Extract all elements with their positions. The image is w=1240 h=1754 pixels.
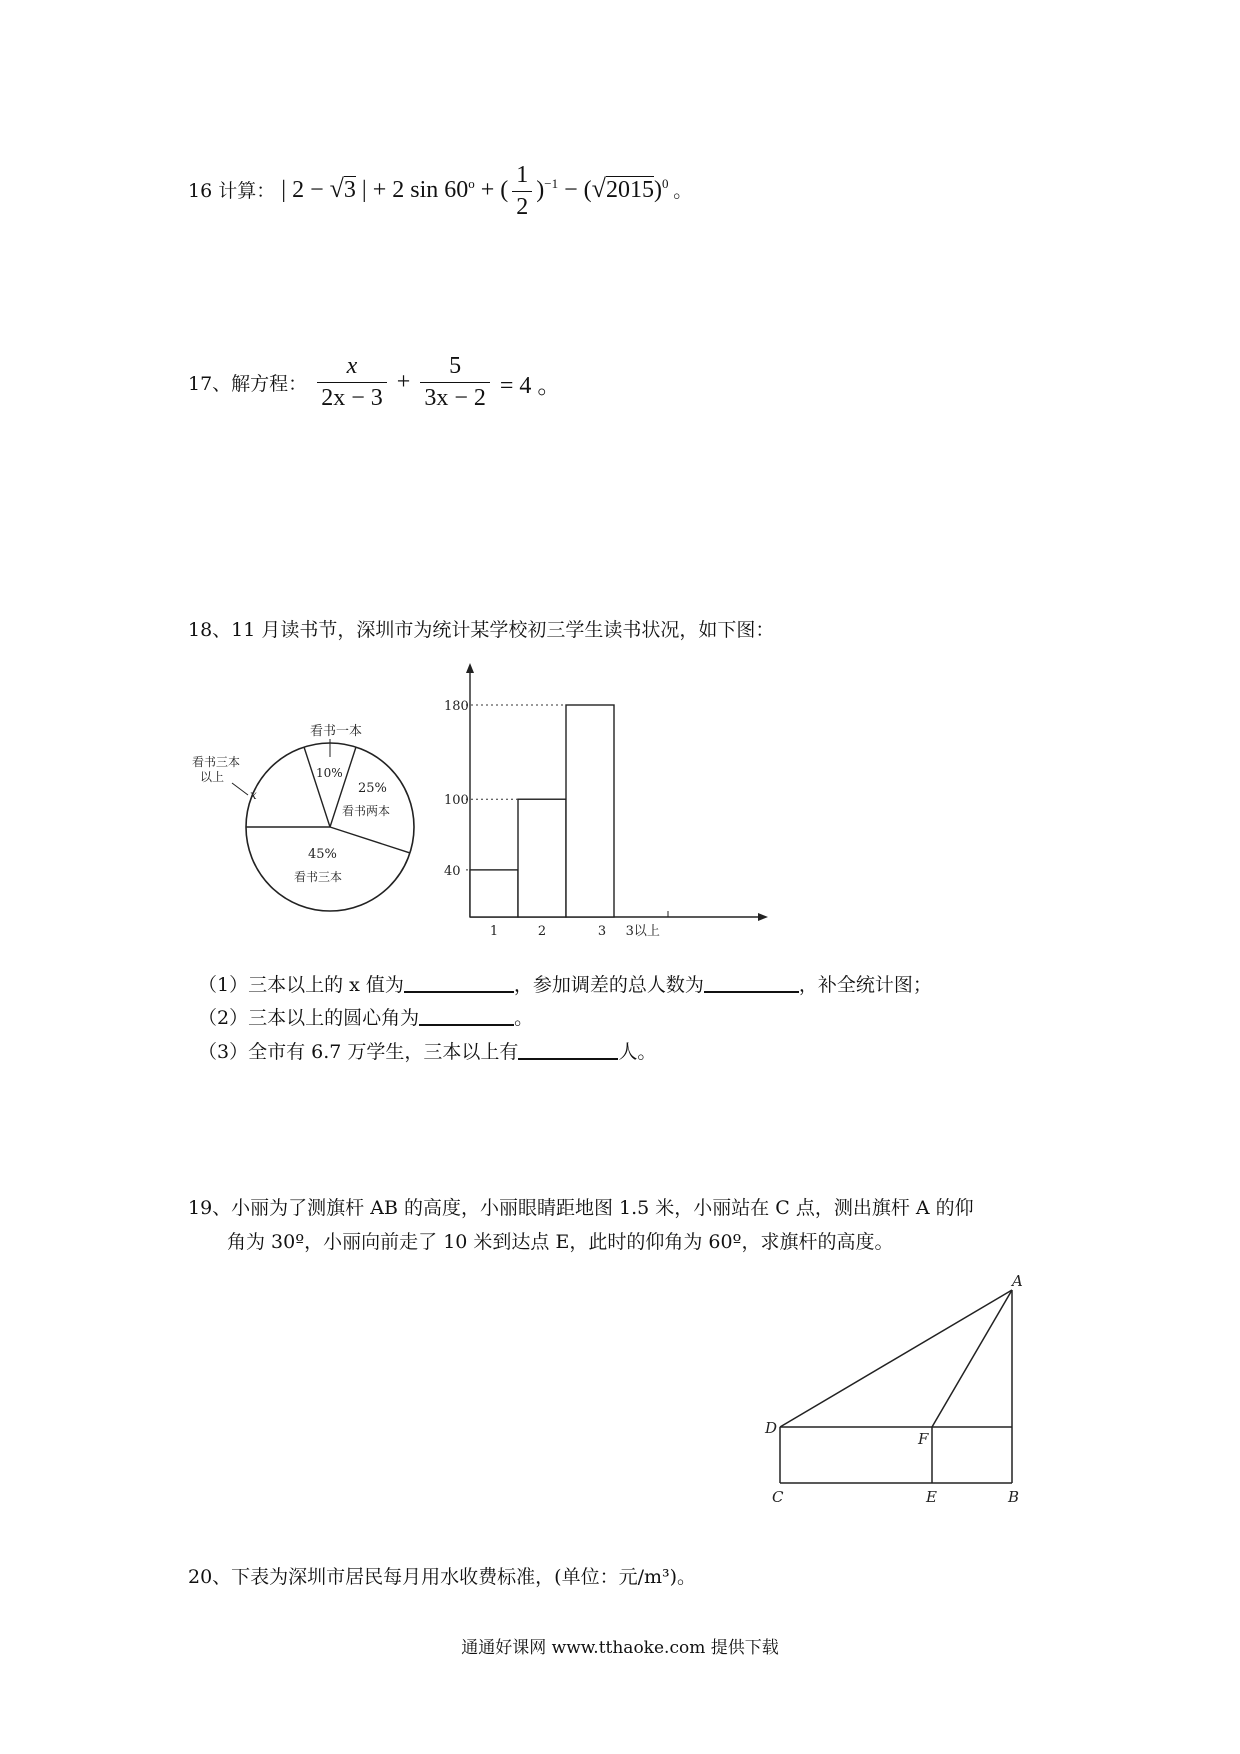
pie-label-more-x: x — [250, 788, 257, 802]
pie-label-one: 看书一本 — [310, 724, 363, 739]
question-17 — [188, 353, 561, 412]
y-tick-100: 100 — [444, 793, 469, 809]
pie-label-two: 看书两本 — [342, 804, 391, 818]
bar-y-arrow — [466, 663, 474, 673]
pie-label-one-pct: 10% — [316, 766, 343, 780]
half-fraction — [512, 162, 532, 221]
q16-label: 16 计算： — [188, 180, 276, 203]
q19-line-2: 角为 30º，小丽向前走了 10 米到达点 E，此时的仰角为 60º，求旗杆的高度。 — [227, 1231, 894, 1253]
segment-FA — [932, 1290, 1012, 1427]
answer-blank-total[interactable] — [704, 973, 799, 993]
question-16 — [188, 162, 692, 221]
frac2-num: 5 — [420, 353, 490, 383]
half-den: 2 — [516, 194, 529, 220]
abs-open: | 2 − — [281, 177, 330, 204]
frac1-den: 2x − 3 — [321, 385, 383, 411]
pie-label-three-pct: 45% — [308, 847, 337, 862]
answer-blank-angle[interactable] — [419, 1006, 514, 1026]
question-18-stem: 18、11 月读书节，深圳市为统计某学校初三学生读书状况，如下图： — [188, 619, 775, 641]
answer-blank-count[interactable] — [518, 1040, 618, 1060]
pie-chart — [190, 715, 430, 935]
exponent-neg1: −1 — [544, 176, 559, 192]
q17-equation — [313, 353, 562, 411]
pie-label-two-pct: 25% — [358, 781, 387, 796]
sqrt-3: 3 — [343, 177, 356, 204]
answer-blank-x[interactable] — [404, 973, 514, 993]
bar-chart — [420, 655, 780, 940]
sqrt-2015: 2015 — [605, 177, 654, 204]
minus-paren: − ( — [558, 177, 592, 204]
close-paren: ) — [536, 177, 545, 204]
point-F-label: F — [918, 1430, 929, 1448]
y-tick-180: 180 — [444, 699, 469, 714]
q16-expression — [281, 162, 693, 220]
q18-sub1-c: ，补全统计图； — [798, 974, 932, 996]
point-E-label: E — [926, 1488, 937, 1505]
point-C-label: C — [772, 1488, 784, 1505]
abs-close: | — [355, 177, 367, 204]
sqrt-sign: √ — [329, 174, 344, 204]
degree-mark: o — [468, 176, 475, 192]
page-footer: 通通好课网 www.tthaoke.com 提供下载 — [461, 1638, 779, 1658]
point-B-label: B — [1008, 1488, 1020, 1505]
point-D-label: D — [765, 1419, 778, 1437]
x-tick-3: 3 — [597, 924, 607, 939]
plus-paren: + ( — [474, 177, 509, 204]
q17-fraction-1 — [317, 353, 387, 412]
flagpole-diagram — [760, 1270, 1030, 1505]
pie-label-more-2: 以上 — [200, 770, 225, 784]
bar-2 — [518, 799, 566, 917]
q18-sub1-a: （1）三本以上的 x 值为 — [198, 974, 404, 996]
point-A-label: A — [1012, 1272, 1023, 1290]
exponent-zero: 0 — [661, 176, 669, 192]
pie-label-more-1: 看书三本 — [192, 755, 241, 769]
q18-sub2 — [198, 1003, 533, 1030]
q17-label: 17、解方程： — [188, 373, 308, 395]
sqrt-sign-2: √ — [591, 174, 606, 204]
q17-rhs: = 4 。 — [499, 373, 562, 399]
segment-DA — [780, 1290, 1012, 1427]
q16-end: 。 — [668, 181, 693, 203]
q18-sub3-b: 人。 — [618, 1041, 657, 1063]
pie-pointer-more — [232, 783, 248, 795]
close-paren-2: ) — [653, 177, 662, 204]
question-20: 20、下表为深圳市居民每月用水收费标准，(单位：元/m³)。 — [188, 1566, 697, 1588]
q18-sub1 — [198, 970, 932, 997]
bar-x-arrow — [758, 913, 768, 921]
frac2-den: 3x − 2 — [424, 385, 486, 411]
x-tick-3以上: 3以上 — [625, 924, 660, 939]
y-tick-40: 40 — [444, 863, 461, 879]
frac1-num: x — [317, 353, 387, 383]
q19-line-1: 19、小丽为了测旗杆 AB 的高度，小丽眼睛距地图 1.5 米，小丽站在 C 点，测出旗杆 A 的仰 — [188, 1197, 974, 1219]
q18-sub3-a: （3）全市有 6.7 万学生，三本以上有 — [198, 1041, 519, 1063]
q17-fraction-2 — [420, 353, 490, 412]
q18-sub2-b: 。 — [514, 1007, 534, 1029]
sin-term: + 2 sin 60 — [372, 177, 469, 204]
q17-plus: + — [396, 369, 411, 395]
bar-1 — [470, 870, 518, 917]
q18-sub3 — [198, 1037, 656, 1064]
q18-sub1-b: ，参加调差的总人数为 — [513, 974, 704, 996]
bar-3 — [566, 705, 614, 917]
half-num: 1 — [512, 162, 532, 192]
q18-sub2-a: （2）三本以上的圆心角为 — [198, 1007, 420, 1029]
x-tick-1: 1 — [489, 924, 499, 939]
pie-label-three: 看书三本 — [294, 870, 343, 884]
x-tick-2: 2 — [537, 924, 547, 939]
